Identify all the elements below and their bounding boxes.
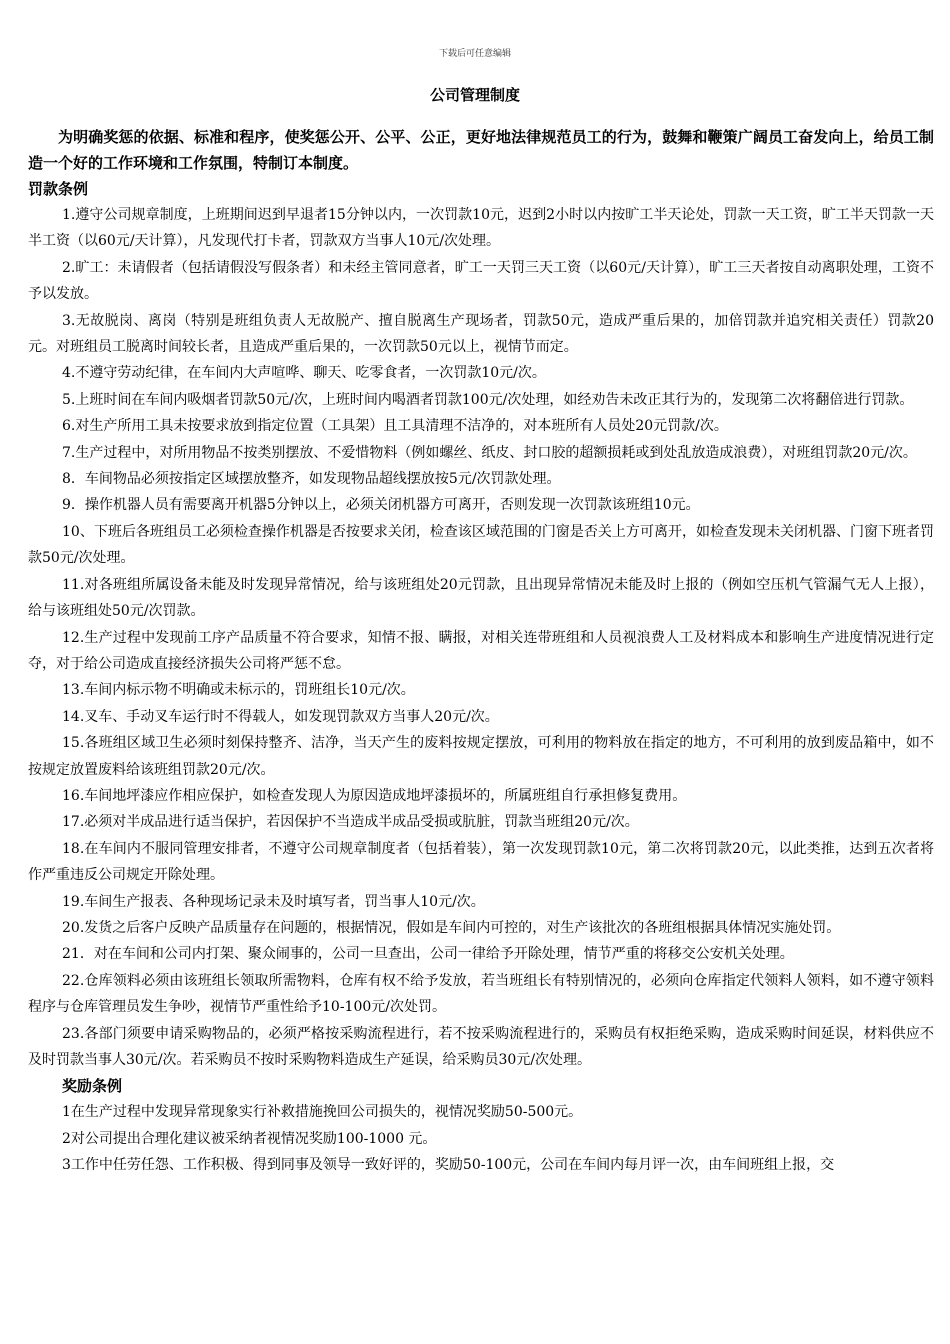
penalty-item: 8．车间物品必须按指定区域摆放整齐，如发现物品超线摆放按5元/次罚款处理。 (62, 471, 561, 488)
reward-item: 1在生产过程中发现异常现象实行补救措施挽回公司损失的，视情况奖励50-500元。 (62, 1104, 583, 1121)
reward-heading: 奖励条例 (62, 1077, 123, 1096)
penalty-item: 19.车间生产报表、各种现场记录未及时填写者，罚当事人10元/次。 (62, 893, 485, 910)
penalty-item: 11.对各班组所属设备未能及时发现异常情况，给与该班组处20元罚款，且出现异常情况未能及时上报的（例如空压机气管漏气无人上报），给与该班组处50元/次罚款。 (28, 576, 934, 620)
penalty-item: 2.旷工：未请假者（包括请假没写假条者）和未经主管同意者，旷工一天罚三天工资（以60元/天计算），旷工三天者按自动离职处理，工资不予以发放。 (28, 259, 934, 303)
penalty-item: 16.车间地坪漆应作相应保护，如检查发现人为原因造成地坪漆损坏的，所属班组自行承担修复费用。 (62, 787, 687, 804)
penalty-item: 13.车间内标示物不明确或未标示的，罚班组长10元/次。 (62, 682, 415, 699)
penalty-heading: 罚款条例 (28, 180, 89, 198)
penalty-item: 18.在车间内不服同管理安排者，不遵守公司规章制度者（包括着装），第一次发现罚款10元，第二次将罚款20元，以此类推，达到五次者将作严重违反公司规定开除处理。 (28, 840, 934, 884)
penalty-item: 20.发货之后客户反映产品质量存在问题的，根据情况，假如是车间内可控的，对生产该批次的各班组根据具体情况实施处罚。 (62, 919, 841, 936)
reward-item: 2对公司提出合理化建议被采纳者视情况奖励100-1000 元。 (62, 1130, 437, 1147)
penalty-item: 22.仓库领料必须由该班组长领取所需物料，仓库有权不给予发放，若当班组长有特别情况的，必须向仓库指定代领料人领料，如不遵守领料程序与仓库管理员发生争吵，视情节严重性给予10-100元/次处罚。 (28, 972, 934, 1016)
reward-item: 3工作中任劳任怨、工作积极、得到同事及领导一致好评的，奖励50-100元，公司在车间内每月评一次，由车间班组上报，交 (62, 1157, 835, 1174)
penalty-item: 10、下班后各班组员工必须检查操作机器是否按要求关闭，检查该区域范围的门窗是否关上方可离开，如检查发现未关闭机器、门窗下班者罚款50元/次处理。 (28, 523, 934, 567)
penalty-item: 5.上班时间在车间内吸烟者罚款50元/次，上班时间内喝酒者罚款100元/次处理，如经劝告未改正其行为的，发现第二次将翻倍进行罚款。 (62, 391, 914, 408)
penalty-item: 3.无故脱岗、离岗（特别是班组负责人无故脱产、擅自脱离生产现场者，罚款50元，造成严重后果的，加倍罚款并追究相关责任）罚款20元。对班组员工脱离时间较长者，且造成严重后果的，一次罚款50元以上，视情节而定。 (28, 312, 934, 356)
penalty-item: 1.遵守公司规章制度，上班期间迟到早退者15分钟以内，一次罚款10元，迟到2小时以内按旷工半天论处，罚款一天工资，旷工半天罚款一天半工资（以60元/天计算），凡发现代打卡者，罚款双方当事人10元/次处理。 (28, 207, 934, 250)
penalty-item: 14.叉车、手动叉车运行时不得载人，如发现罚款双方当事人20元/次。 (62, 708, 499, 725)
penalty-item: 21．对在车间和公司内打架、聚众闹事的，公司一旦查出，公司一律给予开除处理，情节严重的将移交公安机关处理。 (62, 946, 794, 963)
penalty-item: 15.各班组区域卫生必须时刻保持整齐、洁净，当天产生的废料按规定摆放，可利用的物料放在指定的地方，不可利用的放到废品箱中，如不按规定放置废料给该班组罚款20元/次。 (28, 735, 934, 778)
intro-paragraph: 为明确奖惩的依据、标准和程序，使奖惩公开、公平、公正，更好地法律规范员工的行为，鼓舞和鞭策广阔员工奋发向上，给员工制造一个好的工作环境和工作氛围，特制订本制度。 (28, 128, 934, 172)
penalty-item: 6.对生产所用工具未按要求放到指定位置（工具架）且工具清理不洁净的，对本班所有人员处20元罚款/次。 (62, 418, 728, 435)
penalty-item: 7.生产过程中，对所用物品不按类别摆放、不爱惜物料（例如螺丝、纸皮、封口胶的超额损耗或到处乱放造成浪费），对班组罚款20元/次。 (62, 444, 917, 461)
penalty-item: 17.必须对半成品进行适当保护，若因保护不当造成半成品受损或肮脏，罚款当班组20元/次。 (62, 814, 639, 831)
penalty-item: 12.生产过程中发现前工序产品质量不符合要求，知情不报、瞒报，对相关连带班组和人员视浪费人工及材料成本和影响生产进度情况进行定夺，对于给公司造成直接经济损失公司将严惩不怠。 (28, 629, 934, 672)
document-body (28, 124, 934, 1179)
penalty-list (28, 202, 934, 1073)
document-title: 公司管理制度 (429, 86, 520, 104)
reward-list (28, 1099, 934, 1178)
header-note: 下载后可任意编辑 (438, 49, 511, 59)
penalty-item: 9．操作机器人员有需要离开机器5分钟以上，必须关闭机器方可离开，否则发现一次罚款该班组10元。 (62, 497, 700, 514)
penalty-item: 4.不遵守劳动纪律，在车间内大声喧哗、聊天、吃零食者，一次罚款10元/次。 (62, 365, 546, 382)
penalty-item: 23.各部门须要申请采购物品的，必须严格按采购流程进行，若不按采购流程进行的，采购员有权拒绝采购，造成采购时间延误，材料供应不及时罚款当事人30元/次。若采购员不按时采购物料造成生产延误，给采购员30元/次处理。 (28, 1025, 934, 1068)
